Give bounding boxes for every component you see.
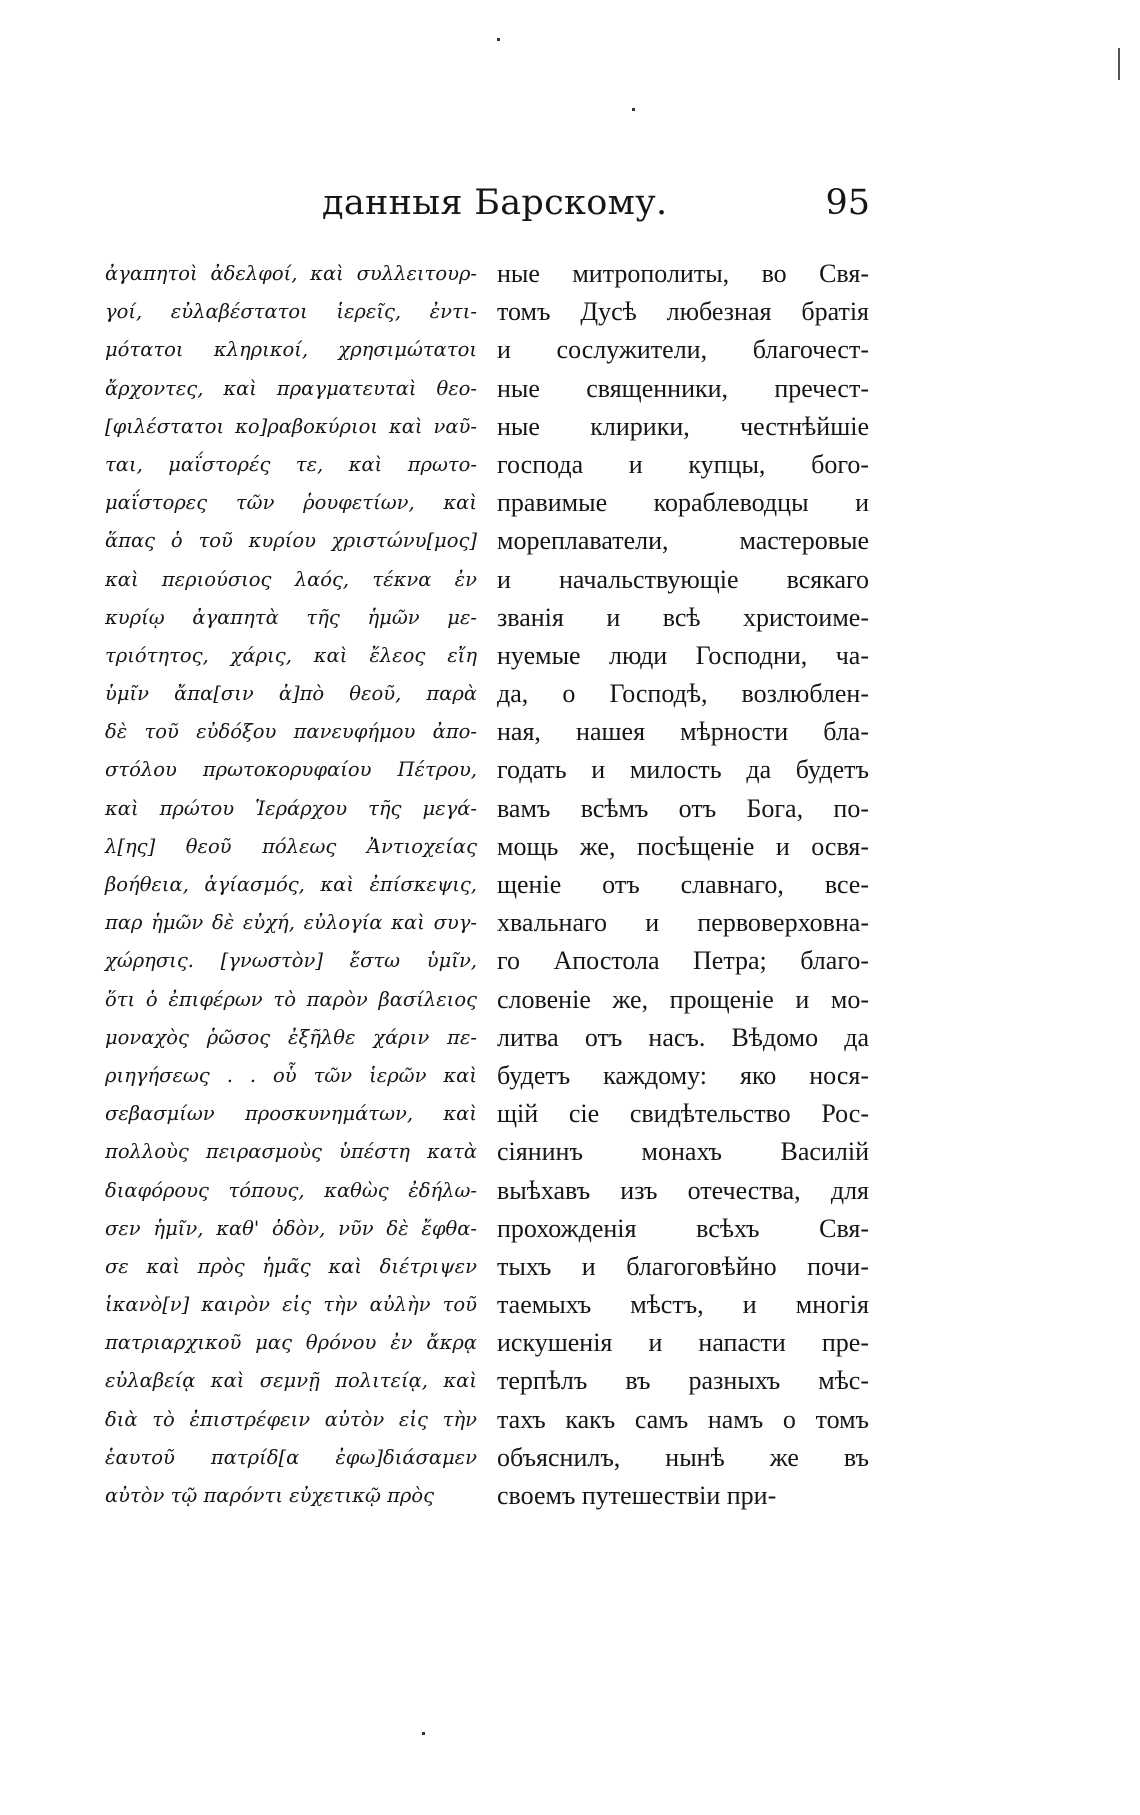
russian-line: да, о Господѣ, возлюблен- (497, 679, 869, 709)
greek-line: καὶ πρώτου Ἱεράρχου τῆς μεγά- (105, 796, 477, 820)
greek-line: ἑαυτοῦ πατρίδ[α ἐφω]διάσαμεν (105, 1445, 477, 1469)
russian-line: ная, нашея мѣрности бла- (497, 717, 869, 747)
russian-line: ные священники, пречест- (497, 373, 869, 403)
greek-line: ἀγαπητοὶ ἀδελφοί, καὶ συλλειτουρ- (105, 262, 477, 285)
russian-line: прохожденія всѣхъ Свя- (497, 1213, 869, 1243)
russian-line: объяснилъ, нынѣ же въ (497, 1442, 869, 1472)
greek-text-column (105, 255, 477, 1515)
greek-line: ὅτι ὁ ἐπιφέρων τὸ παρὸν βασίλειος (105, 987, 477, 1011)
russian-line: щеніе отъ славнаго, все- (497, 870, 869, 899)
greek-line: βοήθεια, ἁγίασμός, καὶ ἐπίσκεψις, (105, 873, 477, 896)
greek-line: δὲ τοῦ εὐδόξου πανευφήμου ἀπο- (105, 720, 477, 744)
greek-line: χώρησις. [γνωστὸν] ἔστω ὑμῖν, (105, 949, 477, 973)
russian-line: искушенія и напасти пре- (497, 1328, 869, 1358)
russian-line: мореплаватели, мастеровые (497, 526, 869, 556)
russian-line: ные клирики, честнѣйшіе (497, 411, 869, 441)
greek-line: κυρίῳ ἀγαπητὰ τῆς ἡμῶν με- (105, 605, 477, 629)
greek-line: καὶ περιούσιος λαός, τέκνα ἐν (105, 567, 477, 591)
page-number: 95 (825, 183, 870, 223)
greek-line: στόλου πρωτοκορυφαίου Πέτρου, (105, 758, 477, 782)
greek-line: ἱκανὸ[ν] καιρὸν εἰς τὴν αὐλὴν τοῦ (105, 1293, 477, 1317)
greek-line: διαφόρους τόπους, καθὼς ἐδήλω- (105, 1178, 477, 1202)
greek-line: παρ ἡμῶν δὲ εὐχή, εὐλογία καὶ συγ- (105, 911, 477, 935)
russian-line: мощь же, посѣщеніе и освя- (497, 831, 869, 861)
greek-line: λ[ης] θεοῦ πόλεως Ἀντιοχείας (105, 834, 477, 858)
greek-line: μότατοι κληρικοί, χρησιμώτατοι (105, 338, 477, 362)
russian-line: ные митрополиты, во Свя- (497, 259, 869, 288)
russian-text-column (497, 255, 869, 1515)
russian-line: годать и милость да будетъ (497, 755, 869, 785)
russian-line: нуемые люди Господни, ча- (497, 640, 869, 670)
greek-line: γοί, εὐλαβέστατοι ἱερεῖς, ἐντι- (105, 300, 477, 324)
russian-line: словеніе же, прощеніе и мо- (497, 984, 869, 1014)
page-header (322, 178, 870, 228)
russian-line: щій сіе свидѣтельство Рос- (497, 1099, 869, 1129)
edge-line (1118, 48, 1120, 80)
greek-line: ται, μαΐστορές τε, καὶ πρωτο- (105, 452, 477, 476)
russian-line: томъ Дусѣ любезная братія (497, 297, 869, 327)
greek-line: πολλοὺς πειρασμοὺς ὑπέστη κατὰ (105, 1140, 477, 1164)
top-speck (497, 38, 500, 41)
greek-line: σε καὶ πρὸς ἡμᾶς καὶ διέτριψεν (105, 1254, 477, 1278)
russian-line: литва отъ насъ. Вѣдомо да (497, 1022, 869, 1052)
russian-line: таемыхъ мѣстъ, и многія (497, 1290, 869, 1320)
russian-line: своемъ путешествіи при- (497, 1481, 777, 1510)
russian-line: господа и купцы, бого- (497, 449, 869, 479)
greek-line: ριηγήσεως . . οὗ τῶν ἱερῶν καὶ (105, 1063, 477, 1087)
greek-line: ἅπας ὁ τοῦ κυρίου χριστώνυ[μος] (105, 529, 477, 553)
greek-line: σεβασμίων προσκυνημάτων, καὶ (105, 1102, 477, 1126)
greek-line: αὐτὸν τῷ παρόντι εὐχετικῷ πρὸς (105, 1484, 435, 1507)
greek-line: ὑμῖν ἄπα[σιν ἀ]πὸ θεοῦ, παρὰ (105, 682, 477, 706)
greek-line: [φιλέστατοι κο]ραβοκύριοι καὶ ναῦ- (105, 414, 477, 438)
russian-line: хвальнаго и первоверховна- (497, 908, 869, 938)
russian-line: и сослужители, благочест- (497, 335, 869, 365)
greek-line: ἄρχοντες, καὶ πραγματευταὶ θεο- (105, 376, 477, 400)
russian-line: правимые кораблеводцы и (497, 488, 869, 518)
russian-line: терпѣлъ въ разныхъ мѣс- (497, 1366, 869, 1396)
russian-line: выѣхавъ изъ отечества, для (497, 1175, 869, 1205)
russian-line: тахъ какъ самъ намъ о томъ (497, 1404, 869, 1434)
russian-line: тыхъ и благоговѣйно почи- (497, 1251, 869, 1281)
russian-line: и начальствующіе всякаго (497, 564, 869, 594)
upper-speck (632, 108, 635, 111)
greek-line: τριότητος, χάρις, καὶ ἔλεος εἴη (105, 643, 477, 667)
greek-line: μαΐστορες τῶν ῥουφετίων, καὶ (105, 491, 477, 515)
running-title: данныя Барскому. (322, 183, 668, 223)
russian-line: го Апостола Петра; благо- (497, 946, 869, 976)
greek-line: διὰ τὸ ἐπιστρέφειν αὐτὸν εἰς τὴν (105, 1407, 477, 1431)
greek-line: πατριαρχικοῦ μας θρόνου ἐν ἄκρᾳ (105, 1331, 477, 1355)
greek-line: μοναχὸς ῥῶσος ἐξῆλθε χάριν πε- (105, 1025, 477, 1049)
greek-line: εὐλαβείᾳ καὶ σεμνῇ πολιτείᾳ, καὶ (105, 1369, 477, 1393)
bottom-speck (422, 1732, 425, 1735)
greek-line: σεν ἡμῖν, καθ' ὁδὸν, νῦν δὲ ἔφθα- (105, 1216, 477, 1240)
russian-line: сіянинъ монахъ Василій (497, 1137, 869, 1167)
russian-line: вамъ всѣмъ отъ Бога, по- (497, 793, 869, 823)
russian-line: будетъ каждому: яко нося- (497, 1060, 869, 1090)
russian-line: званія и всѣ христоиме- (497, 602, 869, 632)
